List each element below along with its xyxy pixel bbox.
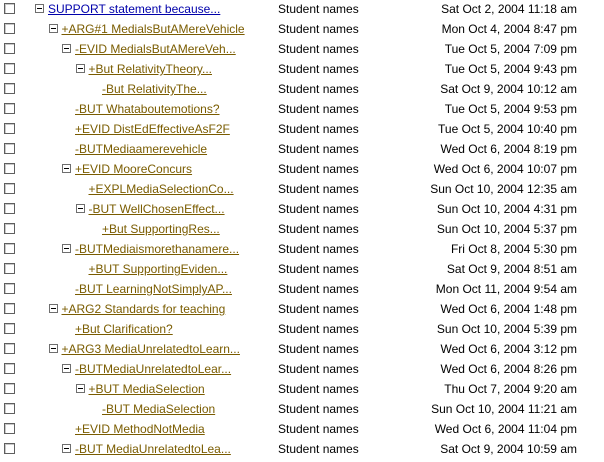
thread-title-link[interactable]: -BUT WellChosenEffect...: [88, 202, 225, 216]
author-name: Student names: [278, 162, 359, 176]
thread-row: [0, 160, 604, 180]
row-checkbox[interactable]: [4, 43, 15, 54]
row-checkbox[interactable]: [4, 263, 15, 274]
author-name: Student names: [278, 102, 359, 116]
row-checkbox[interactable]: [4, 163, 15, 174]
author-name: Student names: [278, 382, 359, 396]
thread-title-link[interactable]: -BUT LearningNotSimplyAP...: [75, 282, 232, 296]
author-name: Student names: [278, 242, 359, 256]
author-name: Student names: [278, 142, 359, 156]
thread-title-link[interactable]: +ARG#1 MedialsButAMereVehicle: [61, 22, 245, 36]
row-checkbox[interactable]: [4, 83, 15, 94]
collapse-toggle-icon[interactable]: [49, 344, 58, 353]
thread-row: [0, 20, 604, 40]
thread-row: [0, 140, 604, 160]
row-checkbox[interactable]: [4, 223, 15, 234]
row-checkbox[interactable]: [4, 103, 15, 114]
author-name: Student names: [278, 282, 359, 296]
row-checkbox[interactable]: [4, 123, 15, 134]
post-date: Wed Oct 6, 2004 8:26 pm: [440, 362, 577, 376]
thread-row: [0, 280, 604, 300]
thread-row: [0, 180, 604, 200]
post-date: Fri Oct 8, 2004 5:30 pm: [450, 242, 577, 256]
post-date: Mon Oct 11, 2004 9:54 am: [435, 282, 577, 296]
post-date: Tue Oct 5, 2004 10:40 pm: [438, 122, 577, 136]
post-date: Mon Oct 4, 2004 8:47 pm: [441, 22, 577, 36]
thread-title-link[interactable]: +BUT SupportingEviden...: [88, 262, 228, 276]
row-checkbox[interactable]: [4, 3, 15, 14]
post-date: Sat Oct 2, 2004 11:18 am: [441, 2, 577, 16]
thread-row: [0, 440, 604, 460]
author-name: Student names: [278, 262, 359, 276]
post-date: Wed Oct 6, 2004 10:07 pm: [433, 162, 577, 176]
row-checkbox[interactable]: [4, 443, 15, 454]
post-date: Sun Oct 10, 2004 4:31 pm: [436, 202, 577, 216]
post-date: Sat Oct 9, 2004 10:12 am: [440, 82, 577, 96]
post-date: Sun Oct 10, 2004 5:39 pm: [436, 322, 577, 336]
collapse-toggle-icon[interactable]: [35, 4, 44, 13]
thread-title-link[interactable]: +EVID MethodNotMedia: [75, 422, 205, 436]
collapse-toggle-icon[interactable]: [49, 304, 58, 313]
post-date: Tue Oct 5, 2004 9:43 pm: [444, 62, 577, 76]
thread-title-link[interactable]: -BUT MediaUnrelatedtoLea...: [75, 442, 231, 456]
thread-row: [0, 400, 604, 420]
thread-title-link[interactable]: +EVID DistEdEffectiveAsF2F: [75, 122, 230, 136]
row-checkbox[interactable]: [4, 323, 15, 334]
thread-title-link[interactable]: -BUTMediaismorethanamere...: [75, 242, 240, 256]
thread-title-link[interactable]: SUPPORT statement because...: [48, 2, 221, 16]
author-name: Student names: [278, 62, 359, 76]
row-checkbox[interactable]: [4, 63, 15, 74]
row-checkbox[interactable]: [4, 183, 15, 194]
collapse-toggle-icon[interactable]: [62, 364, 71, 373]
author-name: Student names: [278, 402, 359, 416]
row-checkbox[interactable]: [4, 363, 15, 374]
author-name: Student names: [278, 202, 359, 216]
post-date: Wed Oct 6, 2004 8:19 pm: [440, 142, 577, 156]
post-date: Wed Oct 6, 2004 11:04 pm: [434, 422, 577, 436]
thread-row: [0, 300, 604, 320]
collapse-toggle-icon[interactable]: [76, 64, 85, 73]
thread-row: [0, 420, 604, 440]
row-checkbox[interactable]: [4, 23, 15, 34]
thread-title-link[interactable]: +EXPLMediaSelectionCo...: [88, 182, 234, 196]
thread-row: [0, 100, 604, 120]
post-date: Wed Oct 6, 2004 3:12 pm: [440, 342, 577, 356]
thread-row: [0, 380, 604, 400]
row-checkbox[interactable]: [4, 283, 15, 294]
collapse-toggle-icon[interactable]: [76, 384, 85, 393]
post-date: Thu Oct 7, 2004 9:20 am: [444, 382, 577, 396]
author-name: Student names: [278, 422, 359, 436]
row-checkbox[interactable]: [4, 303, 15, 314]
thread-row: [0, 260, 604, 280]
thread-title-link[interactable]: -BUTMediaamerevehicle: [75, 142, 208, 156]
collapse-toggle-icon[interactable]: [62, 44, 71, 53]
row-checkbox[interactable]: [4, 423, 15, 434]
author-name: Student names: [278, 362, 359, 376]
row-checkbox[interactable]: [4, 143, 15, 154]
row-checkbox[interactable]: [4, 243, 15, 254]
author-name: Student names: [278, 2, 359, 16]
post-date: Sat Oct 9, 2004 8:51 am: [446, 262, 577, 276]
post-date: Tue Oct 5, 2004 7:09 pm: [444, 42, 577, 56]
thread-row: [0, 200, 604, 220]
thread-row: [0, 80, 604, 100]
post-date: Sun Oct 10, 2004 12:35 am: [430, 182, 577, 196]
thread-row: [0, 320, 604, 340]
author-name: Student names: [278, 122, 359, 136]
post-date: Sat Oct 9, 2004 10:59 am: [440, 442, 577, 456]
thread-title-link[interactable]: -BUTMediaUnrelatedtoLear...: [75, 362, 232, 376]
thread-row: [0, 60, 604, 80]
thread-title-link[interactable]: -BUT MediaSelection: [102, 402, 216, 416]
thread-title-link[interactable]: -EVID MedialsButAMereVeh...: [75, 42, 236, 56]
post-date: Sun Oct 10, 2004 11:21 am: [431, 402, 577, 416]
thread-title-link[interactable]: +But RelativityTheory...: [88, 62, 212, 76]
thread-row: [0, 120, 604, 140]
author-name: Student names: [278, 222, 359, 236]
thread-title-link[interactable]: +BUT MediaSelection: [88, 382, 205, 396]
post-date: Sun Oct 10, 2004 5:37 pm: [436, 222, 577, 236]
thread-title-link[interactable]: +But SupportingRes...: [102, 222, 220, 236]
author-name: Student names: [278, 302, 359, 316]
author-name: Student names: [278, 82, 359, 96]
row-checkbox[interactable]: [4, 343, 15, 354]
row-checkbox[interactable]: [4, 203, 15, 214]
thread-title-link[interactable]: +ARG3 MediaUnrelatedtoLearn...: [61, 342, 240, 356]
thread-row: [0, 220, 604, 240]
thread-row: [0, 240, 604, 260]
collapse-toggle-icon[interactable]: [62, 164, 71, 173]
thread-title-link[interactable]: +But Clarification?: [75, 322, 173, 336]
collapse-toggle-icon[interactable]: [76, 204, 85, 213]
thread-title-link[interactable]: -BUT Whataboutemotions?: [75, 102, 220, 116]
author-name: Student names: [278, 22, 359, 36]
thread-title-link[interactable]: +ARG2 Standards for teaching: [61, 302, 226, 316]
thread-row: [0, 0, 604, 20]
author-name: Student names: [278, 342, 359, 356]
thread-row: [0, 360, 604, 380]
thread-row: [0, 340, 604, 360]
author-name: Student names: [278, 42, 359, 56]
row-checkbox[interactable]: [4, 403, 15, 414]
collapse-toggle-icon[interactable]: [49, 24, 58, 33]
post-date: Wed Oct 6, 2004 1:48 pm: [440, 302, 577, 316]
collapse-toggle-icon[interactable]: [62, 444, 71, 453]
post-date: Tue Oct 5, 2004 9:53 pm: [444, 102, 577, 116]
row-checkbox[interactable]: [4, 383, 15, 394]
author-name: Student names: [278, 322, 359, 336]
collapse-toggle-icon[interactable]: [62, 244, 71, 253]
author-name: Student names: [278, 442, 359, 456]
thread-title-link[interactable]: +EVID MooreConcurs: [75, 162, 193, 176]
thread-row: [0, 40, 604, 60]
author-name: Student names: [278, 182, 359, 196]
thread-title-link[interactable]: -But RelativityThe...: [102, 82, 207, 96]
